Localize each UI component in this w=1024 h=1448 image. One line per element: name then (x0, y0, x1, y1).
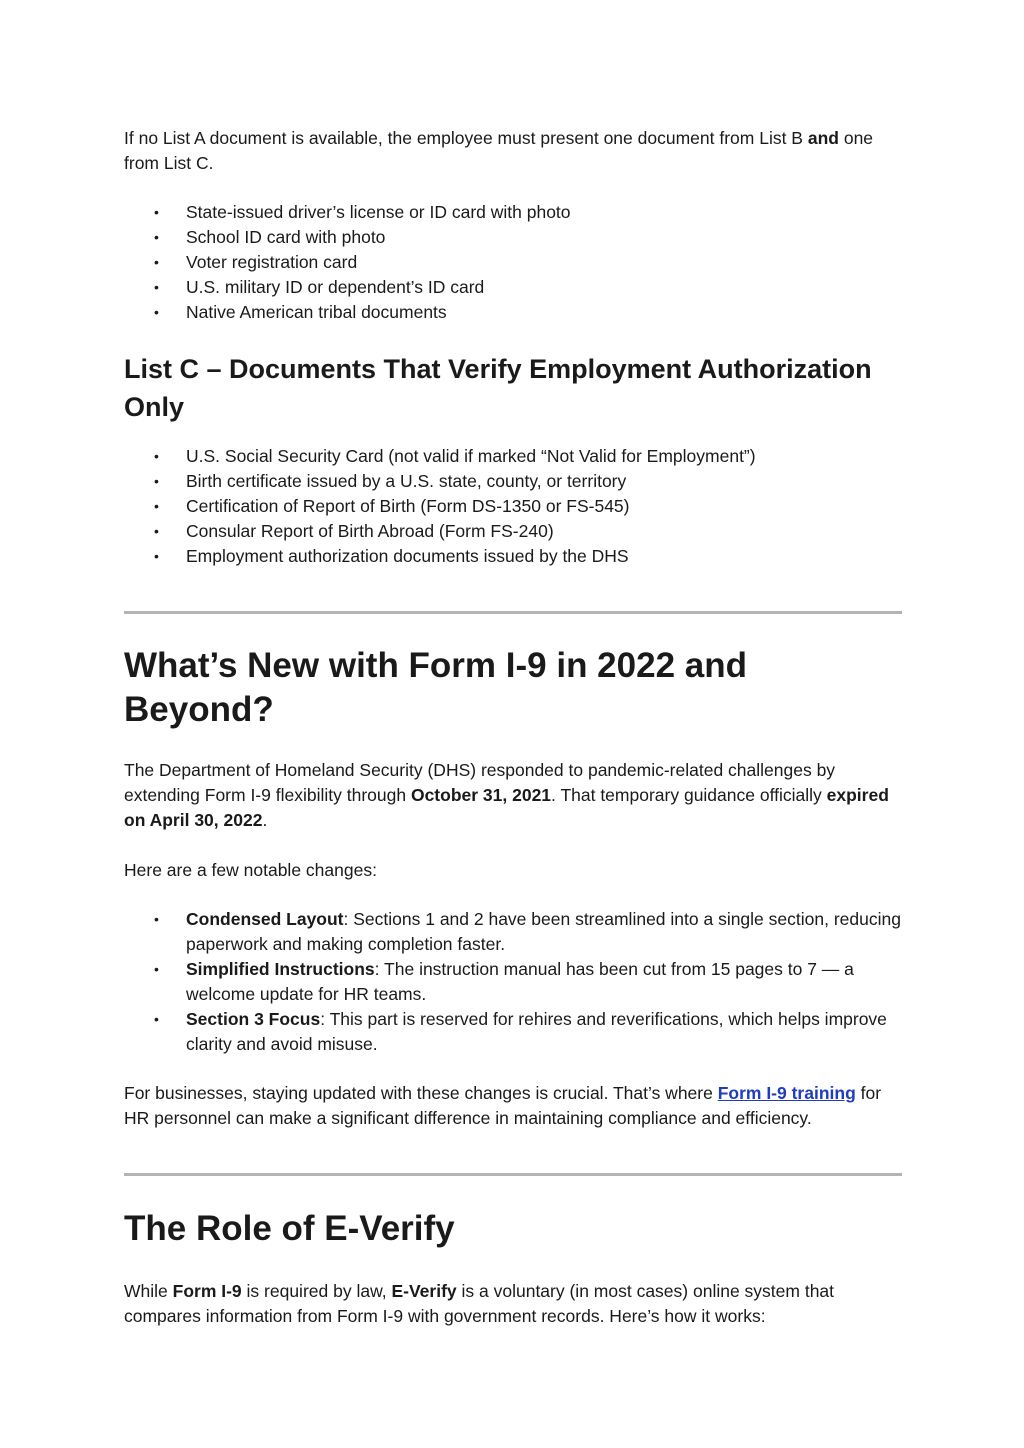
list-item (124, 444, 902, 469)
whats-new-text: The Department of Homeland Security (DHS) responded to pandemic-related challenges by extending Form I-9 flexibility through (124, 760, 836, 805)
section-divider (124, 1173, 902, 1176)
document-body (124, 124, 902, 1329)
list-item (124, 275, 902, 300)
intro-text: If no List A document is available, the employee must present one document from List B (124, 128, 808, 148)
expired-bold: expired on April 30, 2022 (124, 785, 889, 830)
list-item (124, 200, 902, 225)
list-item (124, 907, 902, 957)
training-paragraph (124, 1081, 902, 1131)
list-item (124, 519, 902, 544)
list-item (124, 300, 902, 325)
list-item (124, 544, 902, 569)
change-text: : Sections 1 and 2 have been streamlined into a single section, reducing paperwork and making completion faster. (186, 909, 901, 954)
changes-intro: Here are a few notable changes: (124, 860, 377, 880)
bullet-icon: • (154, 448, 159, 464)
list-b-items (124, 200, 902, 325)
list-item-text: School ID card with photo (186, 227, 386, 247)
bullet-icon: • (154, 254, 159, 270)
bullet-icon: • (154, 1011, 159, 1027)
list-item-text: Birth certificate issued by a U.S. state, county, or territory (186, 471, 627, 491)
date-bold: October 31, 2021 (410, 785, 552, 805)
bullet-icon: • (154, 229, 159, 245)
everify-bold: E-Verify (391, 1281, 457, 1301)
list-item-text: U.S. Social Security Card (not valid if marked “Not Valid for Employment”) (186, 446, 756, 466)
bullet-icon: • (154, 523, 159, 539)
bullet-icon: • (154, 498, 159, 514)
form-i9-training-link[interactable]: Form I-9 training (717, 1083, 856, 1103)
training-text: For businesses, staying updated with these changes is crucial. That’s where (124, 1083, 718, 1103)
bullet-icon: • (154, 279, 159, 295)
form-i9-bold: Form I-9 (172, 1281, 242, 1301)
change-text: : This part is reserved for rehires and reverifications, which helps improve clarity and avoid misuse. (186, 1009, 887, 1054)
list-c-items (124, 444, 902, 569)
everify-text: is required by law, (241, 1281, 392, 1301)
whats-new-text: . (262, 810, 268, 830)
everify-heading: The Role of E-Verify (124, 1209, 455, 1248)
intro-text-end: one from List C. (124, 128, 874, 173)
bullet-icon: • (154, 304, 159, 320)
list-item (124, 225, 902, 250)
intro-paragraph (124, 126, 902, 176)
bullet-icon: • (154, 473, 159, 489)
bullet-icon: • (154, 548, 159, 564)
list-item-text: Consular Report of Birth Abroad (Form FS-240) (186, 521, 554, 541)
training-text-end: for HR personnel can make a significant difference in maintaining compliance and efficiency. (124, 1083, 882, 1128)
everify-paragraph (124, 1279, 902, 1329)
bullet-icon: • (154, 911, 159, 927)
change-title: Section 3 Focus (186, 1009, 321, 1029)
list-item (124, 1007, 902, 1057)
whats-new-paragraph (124, 758, 902, 833)
whats-new-text: . That temporary guidance officially (551, 785, 827, 805)
list-item (124, 250, 902, 275)
change-title: Simplified Instructions (186, 959, 375, 979)
changes-list (124, 907, 902, 1057)
bullet-icon: • (154, 961, 159, 977)
change-text: : The instruction manual has been cut from 15 pages to 7 — a welcome update for HR teams. (186, 959, 854, 1004)
list-item-text: Employment authorization documents issued by the DHS (186, 546, 629, 566)
list-item-text: Certification of Report of Birth (Form DS-1350 or FS-545) (186, 496, 630, 516)
intro-bold-and: and (807, 128, 839, 148)
list-item (124, 957, 902, 1007)
list-c-heading: List C – Documents That Verify Employment Authorization Only (124, 354, 872, 422)
section-divider (124, 611, 902, 614)
list-item-text: State-issued driver’s license or ID card with photo (186, 202, 571, 222)
list-item (124, 494, 902, 519)
change-title: Condensed Layout (186, 909, 344, 929)
bullet-icon: • (154, 204, 159, 220)
whats-new-heading: What’s New with Form I-9 in 2022 and Beyond? (124, 646, 747, 729)
list-item-text: Voter registration card (186, 252, 358, 272)
list-item (124, 469, 902, 494)
everify-text: is a voluntary (in most cases) online system that compares information from Form I-9 with government records. Here’s how it works: (124, 1281, 835, 1326)
list-item-text: Native American tribal documents (186, 302, 447, 322)
everify-text: While (124, 1281, 173, 1301)
list-item-text: U.S. military ID or dependent’s ID card (186, 277, 485, 297)
